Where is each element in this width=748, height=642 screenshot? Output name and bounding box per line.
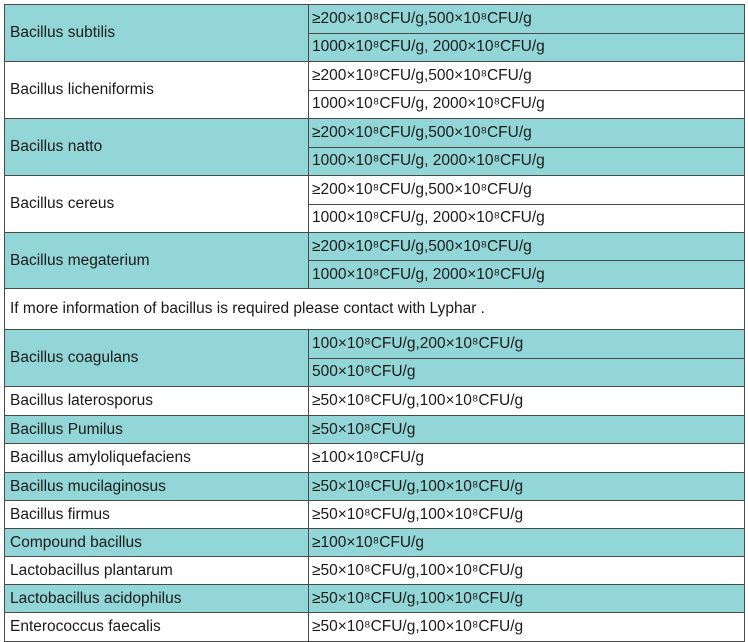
strain-name: Bacillus megaterium [5, 233, 309, 288]
strain-name: Bacillus mucilaginosus [5, 473, 309, 500]
spec-values [309, 529, 745, 556]
spec-value: ≥50×10⁸CFU/g,100×10⁸CFU/g [309, 613, 745, 641]
spec-value: 1000×10⁸CFU/g, 2000×10⁸CFU/g [309, 90, 745, 119]
spec-values [309, 416, 745, 443]
spec-value: ≥50×10⁸CFU/g,100×10⁸CFU/g [309, 585, 745, 612]
strain-group [5, 330, 745, 642]
strain-name: Bacillus subtilis [5, 5, 309, 61]
table-row [5, 5, 745, 62]
spec-values [309, 5, 745, 61]
strain-name: Lactobacillus plantarum [5, 557, 309, 584]
spec-values [309, 119, 745, 175]
spec-value: 1000×10⁸CFU/g, 2000×10⁸CFU/g [309, 260, 745, 288]
spec-values [309, 387, 745, 415]
spec-values [309, 176, 745, 232]
strain-name: Bacillus Pumilus [5, 416, 309, 443]
spec-value: 1000×10⁸CFU/g, 2000×10⁸CFU/g [309, 204, 745, 233]
strain-name: Enterococcus faecalis [5, 613, 309, 641]
table-row [5, 176, 745, 233]
strain-name: Bacillus coagulans [5, 330, 309, 386]
spec-values [309, 233, 745, 288]
contact-note: If more information of bacillus is required please contact with Lyphar . [5, 289, 745, 329]
spec-value: ≥50×10⁸CFU/g,100×10⁸CFU/g [309, 387, 745, 415]
table-row [5, 387, 745, 416]
spec-value: ≥50×10⁸CFU/g,100×10⁸CFU/g [309, 473, 745, 500]
spec-value: ≥200×10⁸CFU/g,500×10⁸CFU/g [309, 233, 745, 260]
table-row [5, 416, 745, 444]
table-row [5, 233, 745, 289]
probiotic-spec-table [4, 4, 745, 642]
table-row [5, 119, 745, 176]
spec-values [309, 585, 745, 612]
spec-value: 500×10⁸CFU/g [309, 358, 745, 387]
spec-value: 1000×10⁸CFU/g, 2000×10⁸CFU/g [309, 147, 745, 176]
spec-values [309, 62, 745, 118]
table-row [5, 473, 745, 501]
table-row [5, 529, 745, 557]
spec-value: ≥200×10⁸CFU/g,500×10⁸CFU/g [309, 176, 745, 204]
spec-values [309, 444, 745, 472]
spec-values [309, 501, 745, 528]
table-row [5, 62, 745, 119]
table-row [5, 444, 745, 473]
spec-values [309, 330, 745, 386]
spec-values [309, 557, 745, 584]
strain-name: Bacillus amyloliquefaciens [5, 444, 309, 472]
strain-name: Bacillus cereus [5, 176, 309, 232]
spec-value: ≥50×10⁸CFU/g,100×10⁸CFU/g [309, 557, 745, 584]
table-row [5, 501, 745, 529]
spec-value: 100×10⁸CFU/g,200×10⁸CFU/g [309, 330, 745, 358]
bacillus-group [5, 5, 745, 289]
strain-name: Bacillus natto [5, 119, 309, 175]
table-row [5, 585, 745, 613]
spec-values [309, 473, 745, 500]
strain-name: Bacillus firmus [5, 501, 309, 528]
spec-value: ≥50×10⁸CFU/g [309, 416, 745, 443]
table-row [5, 557, 745, 585]
strain-name: Compound bacillus [5, 529, 309, 556]
spec-value: ≥200×10⁸CFU/g,500×10⁸CFU/g [309, 5, 745, 33]
strain-name: Bacillus licheniformis [5, 62, 309, 118]
spec-value: 1000×10⁸CFU/g, 2000×10⁸CFU/g [309, 33, 745, 62]
spec-value: ≥200×10⁸CFU/g,500×10⁸CFU/g [309, 62, 745, 90]
spec-value: ≥50×10⁸CFU/g,100×10⁸CFU/g [309, 501, 745, 528]
spec-value: ≥100×10⁸CFU/g [309, 444, 745, 472]
spec-value: ≥200×10⁸CFU/g,500×10⁸CFU/g [309, 119, 745, 147]
contact-note-row [5, 289, 745, 330]
spec-values [309, 613, 745, 641]
spec-value: ≥100×10⁸CFU/g [309, 529, 745, 556]
strain-name: Bacillus laterosporus [5, 387, 309, 415]
table-row [5, 613, 745, 642]
table-row [5, 330, 745, 387]
strain-name: Lactobacillus acidophilus [5, 585, 309, 612]
